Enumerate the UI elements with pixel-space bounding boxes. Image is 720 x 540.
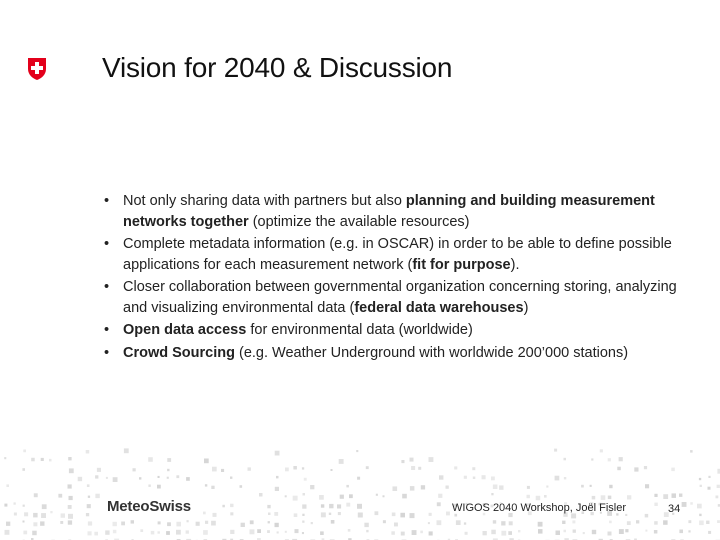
bullet-text: ). <box>510 256 520 273</box>
bullet-item <box>104 191 704 232</box>
bullet-emphasis: fit for purpose <box>412 256 511 273</box>
bullet-emphasis: Crowd Sourcing <box>123 344 235 361</box>
bullet-emphasis: planning and building measurement networks together <box>123 193 655 230</box>
bullet-item <box>104 234 704 275</box>
bullet-item <box>104 320 704 341</box>
bullet-text: ) <box>523 299 529 316</box>
bullet-text: (optimize the available resources) <box>248 213 470 230</box>
bullet-item <box>104 343 704 364</box>
bullet-text: (e.g. Weather Underground with worldwide 200’000 stations) <box>234 344 629 361</box>
slide-title: Vision for 2040 & Discussion <box>102 52 453 83</box>
bullet-text: Complete metadata information (e.g. in OSCAR) in order to be able to define possible applications for each measurement network ( <box>123 236 672 273</box>
bullet-text: Closer collaboration between governmental organization concerning storing, analyzing and visualizing environmental data ( <box>123 279 677 316</box>
footer-event-text: WIGOS 2040 Workshop, Joël Fisler <box>452 502 627 514</box>
bullet-text: for environmental data (worldwide) <box>246 322 473 338</box>
swiss-cross-shield-icon <box>27 57 47 81</box>
bullet-emphasis: Open data access <box>123 322 247 338</box>
page-number: 34 <box>668 503 681 515</box>
bullet-item <box>104 277 704 318</box>
bullet-emphasis: federal data warehouses <box>354 299 524 316</box>
decorative-dot-pattern <box>0 440 720 540</box>
bullet-text: Not only sharing data with partners but also <box>123 193 406 209</box>
brand-logo-text: MeteoSwiss <box>107 498 191 515</box>
bullet-list <box>104 191 704 365</box>
